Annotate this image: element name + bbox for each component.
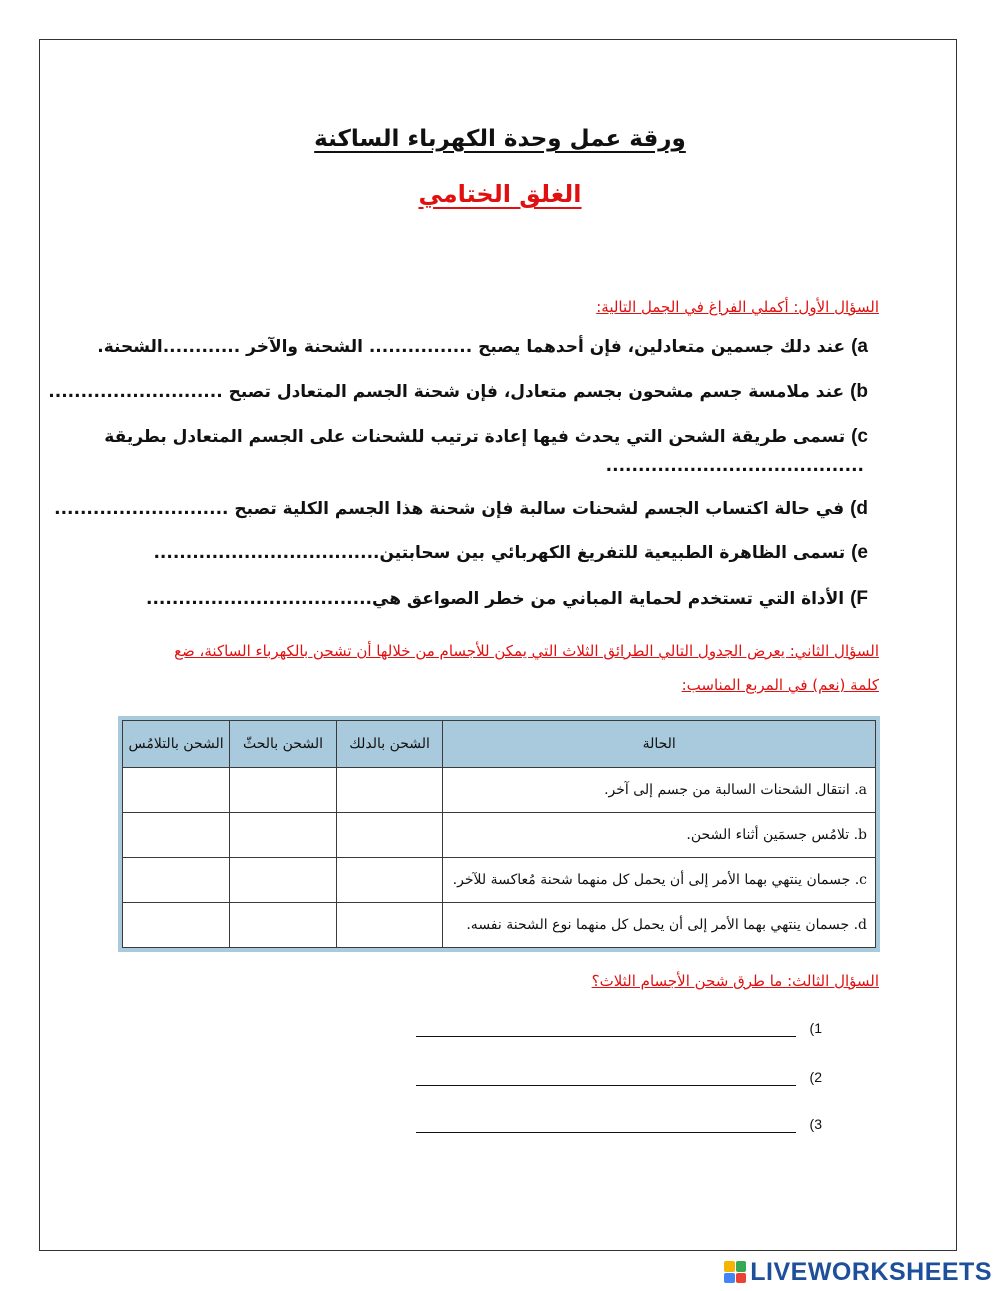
answer-2-number: (2: [809, 1069, 822, 1085]
row-c-text: جسمان ينتهي بهما الأمر إلى أن يحمل كل منهما شحنة مُعاكسة للآخر.: [452, 872, 851, 888]
row-c-induction-cell[interactable]: [230, 858, 337, 903]
table-row: [123, 813, 876, 858]
q1-item-a-text: عند دلك جسمين متعادلين، فإن أحدهما يصبح ................ الشحنة والآخر ............الشحنة.: [97, 337, 846, 357]
q3-answer-2[interactable]: [410, 1069, 830, 1093]
q3-answer-3[interactable]: [410, 1116, 830, 1140]
worksheet-subtitle: الغلق الختامي: [418, 180, 582, 208]
q1-item-c-blank: ........................................: [605, 456, 864, 476]
q1-item-a-letter: a): [851, 336, 868, 357]
row-c-letter: c.: [854, 872, 867, 888]
row-d-friction-cell[interactable]: [336, 903, 443, 948]
row-a-text: انتقال الشحنات السالبة من جسم إلى آخر.: [604, 782, 850, 798]
q1-item-d-letter: d): [850, 498, 868, 519]
answer-3-number: (3: [809, 1116, 822, 1132]
row-d-text: جسمان ينتهي بهما الأمر إلى أن يحمل كل منهما نوع الشحنة نفسه.: [466, 917, 850, 933]
q1-item-e-text: تسمى الظاهرة الطبيعية للتفريغ الكهربائي بين سحابتين...................................: [153, 543, 846, 563]
row-c-friction-cell[interactable]: [336, 858, 443, 903]
q1-item-b-text: عند ملامسة جسم مشحون بجسم متعادل، فإن شحنة الجسم المتعادل تصبح ...........................: [48, 382, 845, 402]
header-induction: الشحن بالحثّ: [230, 721, 337, 768]
row-a-friction-cell[interactable]: [336, 768, 443, 813]
table-row: [123, 903, 876, 948]
table-header-row: [123, 721, 876, 768]
q1-item-c: [104, 426, 868, 448]
header-friction: الشحن بالدلك: [336, 721, 443, 768]
logo-icon: [724, 1261, 746, 1283]
row-a-contact-cell[interactable]: [123, 768, 230, 813]
row-d-induction-cell[interactable]: [230, 903, 337, 948]
q1-item-f-text: الأداة التي تستخدم لحماية المباني من خطر الصواعق هي...................................: [145, 589, 845, 609]
q1-heading: السؤال الأول: أكملي الفراغ في الجمل التالية:: [596, 298, 879, 316]
row-d-case: [443, 903, 876, 948]
answer-3-line[interactable]: [416, 1132, 796, 1133]
q1-item-f-letter: F): [850, 588, 868, 609]
answer-2-line[interactable]: [416, 1085, 796, 1086]
row-d-contact-cell[interactable]: [123, 903, 230, 948]
row-b-induction-cell[interactable]: [230, 813, 337, 858]
worksheet-title: ورقة عمل وحدة الكهرباء الساكنة: [314, 126, 686, 152]
row-a-case: [443, 768, 876, 813]
q1-item-e: [153, 542, 868, 564]
row-b-contact-cell[interactable]: [123, 813, 230, 858]
row-a-letter: a.: [854, 782, 867, 798]
q1-item-e-letter: e): [851, 542, 868, 563]
row-b-friction-cell[interactable]: [336, 813, 443, 858]
q2-heading-line1: السؤال الثاني: يعرض الجدول التالي الطرائق الثلاث التي يمكن للأجسام من خلالها أن تشحن بالكهرباء الساكنة، ضع: [174, 642, 879, 660]
answer-1-line[interactable]: [416, 1036, 796, 1037]
header-case: الحالة: [443, 721, 876, 768]
table-row: [123, 858, 876, 903]
logo-text: LIVEWORKSHEETS: [750, 1257, 992, 1286]
row-b-case: [443, 813, 876, 858]
liveworksheets-logo: [724, 1259, 992, 1285]
q1-item-b-letter: b): [850, 381, 868, 402]
q1-item-b: [48, 381, 868, 403]
q1-item-c-text: تسمى طريقة الشحن التي يحدث فيها إعادة ترتيب للشحنات على الجسم المتعادل بطريقة: [104, 427, 846, 447]
q3-heading: السؤال الثالث: ما طرق شحن الأجسام الثلاث؟: [591, 972, 879, 990]
row-b-letter: b.: [853, 827, 867, 843]
header-contact: الشحن بالتلامُس: [123, 721, 230, 768]
q3-answer-1[interactable]: [410, 1020, 830, 1044]
row-a-induction-cell[interactable]: [230, 768, 337, 813]
charging-table-wrapper: [118, 716, 880, 952]
row-c-case: [443, 858, 876, 903]
q1-item-d-text: في حالة اكتساب الجسم لشحنات سالبة فإن شحنة هذا الجسم الكلية تصبح ...........................: [54, 499, 845, 519]
row-c-contact-cell[interactable]: [123, 858, 230, 903]
answer-1-number: (1: [809, 1020, 822, 1036]
q1-item-a: [97, 336, 868, 358]
q2-heading-line2: كلمة (نعم) في المربع المناسب:: [681, 676, 879, 694]
row-b-text: تلامُس جسمَين أثناء الشحن.: [686, 827, 850, 843]
q1-item-f: [146, 588, 868, 610]
q1-item-d: [54, 498, 868, 520]
q1-item-c-letter: c): [851, 426, 868, 447]
row-d-letter: d.: [853, 917, 867, 933]
charging-table: [122, 720, 876, 948]
table-row: [123, 768, 876, 813]
